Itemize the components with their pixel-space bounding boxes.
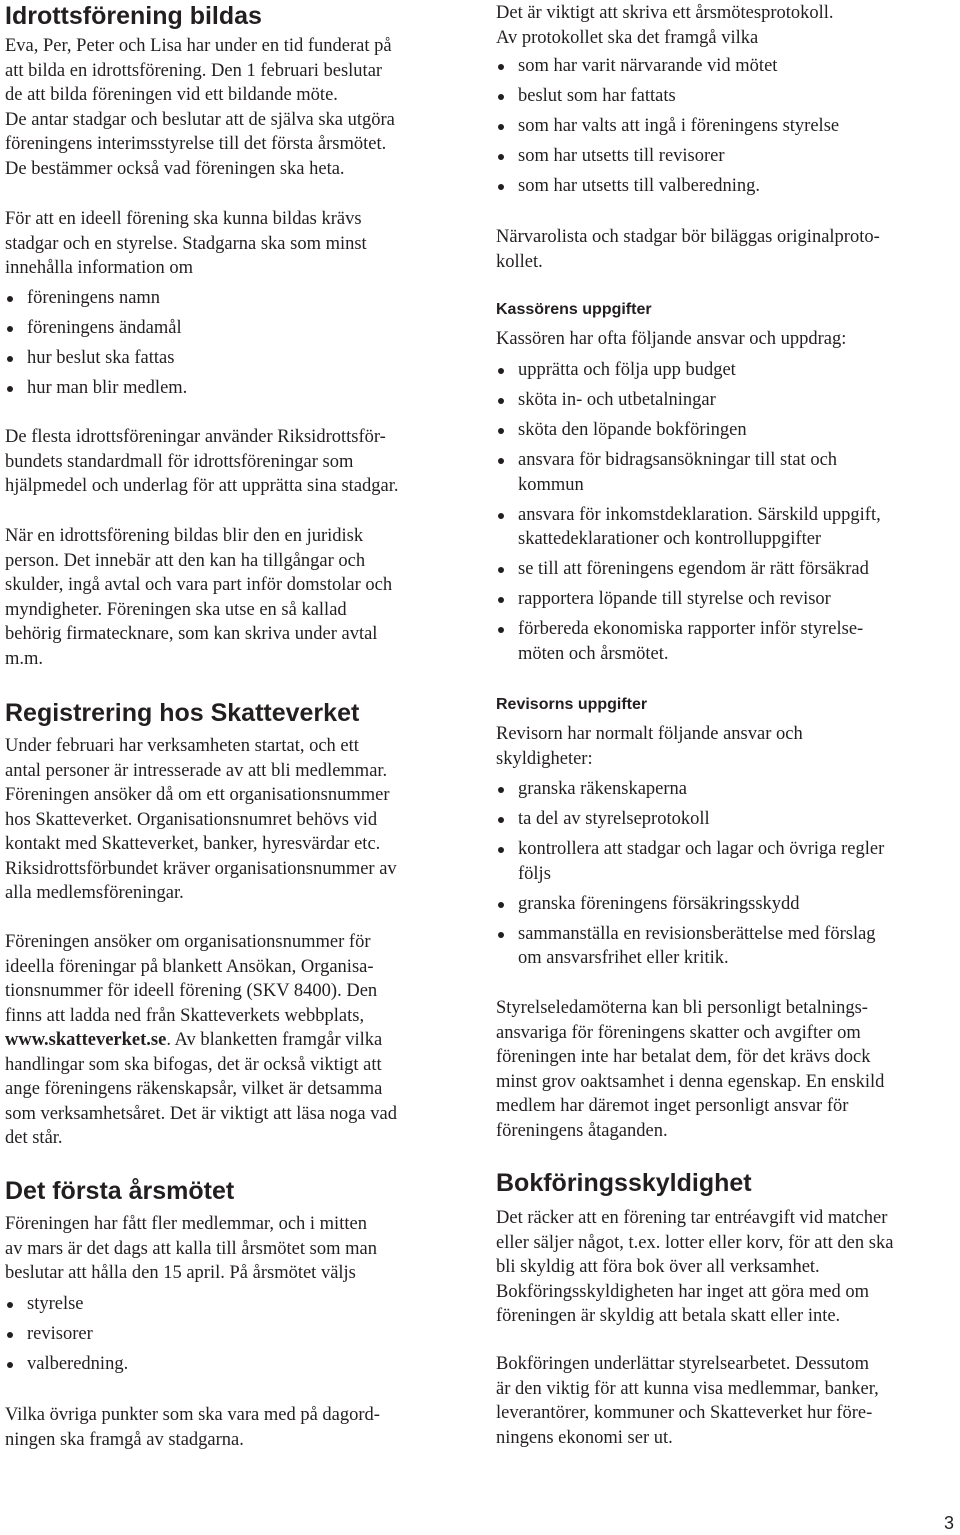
text-line: hos Skatteverket. Organisationsnumret behövs vid bbox=[5, 809, 378, 830]
paragraph-protokoll bbox=[496, 1, 834, 50]
list-item: som har valts att ingå i föreningens styrelse bbox=[496, 114, 839, 139]
text-line: leverantörer, kommuner och Skatteverket hur före- bbox=[496, 1403, 873, 1423]
text-line: möten och årsmötet. bbox=[518, 643, 669, 664]
text-line: alla medlemsföreningar. bbox=[5, 883, 184, 903]
list-item bbox=[496, 892, 884, 917]
list-item: revisorer bbox=[5, 1322, 128, 1347]
paragraph-bokforing-2 bbox=[496, 1352, 879, 1450]
text-span: . Av blanketten framgår vilka bbox=[166, 1030, 383, 1050]
text-line: ningens ekonomi ser ut. bbox=[496, 1427, 673, 1448]
text-line: antal personer är intresserade av att bli medlemmar. bbox=[5, 760, 388, 781]
text-line: granska föreningens försäkringsskydd bbox=[518, 893, 800, 914]
heading-revisorns-uppgifter: Revisorns uppgifter bbox=[496, 696, 648, 713]
text-line: behörig firmatecknare, som kan skriva under avtal bbox=[5, 624, 378, 644]
text-line: att bilda en idrottsförening. Den 1 februari beslutar bbox=[5, 60, 383, 81]
text-line: kommun bbox=[518, 474, 584, 495]
text-line: följs bbox=[518, 863, 551, 884]
text-line: skulder, ingå avtal och vara part inför domstolar och bbox=[5, 575, 393, 595]
text-line: sammanställa en revisionsberättelse med förslag bbox=[518, 923, 876, 944]
text-line: Det är viktigt att skriva ett årsmötesprotokoll. bbox=[496, 3, 834, 23]
heading-idrottsforening-bildas: Idrottsförening bildas bbox=[5, 2, 262, 30]
text-line: Bokföringsskyldigheten har inget att göra med om bbox=[496, 1281, 870, 1302]
paragraph-standardmall bbox=[5, 425, 399, 499]
text-line: De bestämmer också vad föreningen ska heta. bbox=[5, 158, 345, 179]
text-line: Under februari har verksamheten startat, och ett bbox=[5, 736, 359, 756]
text-line: Föreningen ansöker om organisationsnummer för bbox=[5, 932, 371, 952]
paragraph-intro bbox=[5, 34, 395, 181]
text-line: föreningen är skyldig att betala skatt eller inte. bbox=[496, 1306, 841, 1326]
list-item: hur beslut ska fattas bbox=[5, 346, 187, 371]
text-line: ningen ska framgå av stadgarna. bbox=[5, 1429, 244, 1450]
text-line: Riksidrottsförbundet kräver organisationsnummer av bbox=[5, 858, 397, 879]
text-line: kontakt med Skatteverket, banker, hyresvärdar etc. bbox=[5, 834, 381, 854]
paragraph-revisor-intro bbox=[496, 722, 803, 771]
text-line: Föreningen ansöker då om ett organisationsnummer bbox=[5, 785, 390, 805]
text-line: hjälpmedel och underlag för att upprätta sina stadgar. bbox=[5, 476, 399, 496]
text-line: föreningen inte har betalat dem, för det krävs dock bbox=[496, 1047, 871, 1067]
text-line: skyldigheter: bbox=[496, 748, 593, 769]
text-line: De flesta idrottsföreningar använder Riksidrottsför- bbox=[5, 427, 386, 447]
text-line: ansvara för inkomstdeklaration. Särskild uppgift, bbox=[518, 504, 881, 525]
text-line: skattedeklarationer och kontrolluppgifter bbox=[518, 529, 822, 549]
text-line: kontrollera att stadgar och lagar och övriga regler bbox=[518, 839, 885, 859]
text-line: sköta in- och utbetalningar bbox=[518, 390, 716, 410]
text-line bbox=[5, 1028, 397, 1053]
paragraph-betalningsansvar bbox=[496, 996, 884, 1143]
text-line: Av protokollet ska det framgå vilka bbox=[496, 27, 759, 48]
list-item bbox=[496, 557, 881, 582]
text-line: bundets standardmall för idrottsföreningar som bbox=[5, 451, 354, 472]
text-line: minst grov oaktsamhet i denna egenskap. En enskild bbox=[496, 1071, 885, 1092]
list-item bbox=[496, 807, 884, 832]
paragraph-bokforing-1 bbox=[496, 1206, 893, 1329]
text-line: ansvariga för föreningens skatter och avgifter om bbox=[496, 1022, 861, 1043]
skatteverket-link[interactable]: www.skatteverket.se bbox=[5, 1030, 167, 1050]
list-item: föreningens ändamål bbox=[5, 316, 187, 341]
text-line: föreningens interimsstyrelse till det första årsmötet. bbox=[5, 134, 387, 154]
text-line: medlem har däremot inget personligt ansvar för bbox=[496, 1096, 849, 1116]
text-line: om ansvarsfrihet eller kritik. bbox=[518, 948, 729, 968]
text-line: finns att ladda ned från Skatteverkets webbplats, bbox=[5, 1005, 365, 1026]
text-line: Styrelseledamöterna kan bli personligt betalnings- bbox=[496, 998, 868, 1018]
text-line: Föreningen har fått fler medlemmar, och i mitten bbox=[5, 1214, 367, 1234]
heading-registrering: Registrering hos Skatteverket bbox=[5, 699, 360, 727]
text-line: När en idrottsförening bildas blir den en juridisk bbox=[5, 526, 364, 546]
text-line: handlingar som ska bifogas, det är också viktigt att bbox=[5, 1054, 382, 1075]
text-line: som verksamhetsåret. Det är viktigt att läsa noga vad bbox=[5, 1103, 397, 1124]
heading-forsta-arsmotet: Det första årsmötet bbox=[5, 1177, 235, 1205]
text-line: person. Det innebär att den kan ha tillgångar och bbox=[5, 550, 366, 571]
paragraph-kassor-intro: Kassören har ofta följande ansvar och uppdrag: bbox=[496, 329, 847, 349]
text-line: granska räkenskaperna bbox=[518, 779, 687, 799]
text-line: rapportera löpande till styrelse och revisor bbox=[518, 589, 831, 609]
list-item bbox=[496, 922, 884, 971]
paragraph-juridisk-person bbox=[5, 524, 392, 671]
paragraph-blankett bbox=[5, 930, 397, 1151]
text-line: bli skyldig att föra bok över all verksamhet. bbox=[496, 1257, 820, 1277]
heading-kassorens-uppgifter: Kassörens uppgifter bbox=[496, 301, 652, 318]
text-line: se till att föreningens egendom är rätt försäkrad bbox=[518, 559, 869, 579]
list-item: beslut som har fattats bbox=[496, 84, 839, 109]
text-line: För att en ideell förening ska kunna bildas krävs bbox=[5, 209, 362, 229]
paragraph-registrering bbox=[5, 734, 397, 906]
paragraph-narvarolista bbox=[496, 225, 880, 274]
text-line: upprätta och följa upp budget bbox=[518, 360, 736, 380]
list-item: föreningens namn bbox=[5, 286, 187, 311]
bullet-list-protokoll bbox=[496, 54, 839, 199]
text-line: De antar stadgar och beslutar att de själva ska utgöra bbox=[5, 109, 395, 130]
bullet-list-kassor bbox=[496, 358, 881, 666]
bullet-list-valjs bbox=[5, 1292, 128, 1377]
text-line: sköta den löpande bokföringen bbox=[518, 420, 747, 440]
text-line: ange föreningens räkenskapsår, vilket är detsamma bbox=[5, 1079, 383, 1099]
text-line: kollet. bbox=[496, 251, 543, 272]
paragraph-dagordning bbox=[5, 1403, 380, 1452]
text-line: innehålla information om bbox=[5, 258, 194, 278]
text-line: förbereda ekonomiska rapporter inför styrelse- bbox=[518, 619, 864, 639]
list-item: hur man blir medlem. bbox=[5, 376, 187, 401]
paragraph-requirements bbox=[5, 207, 367, 281]
list-item bbox=[496, 837, 884, 886]
text-line: Det räcker att en förening tar entréavgift vid matcher bbox=[496, 1208, 888, 1228]
list-item: som har varit närvarande vid mötet bbox=[496, 54, 839, 79]
text-line: stadgar och en styrelse. Stadgarna ska som minst bbox=[5, 233, 367, 254]
text-line: de att bilda föreningen vid ett bildande möte. bbox=[5, 85, 338, 105]
bullet-list-revisor bbox=[496, 777, 884, 971]
text-line: beslutar att hålla den 15 april. På årsmötet väljs bbox=[5, 1263, 356, 1283]
text-line: Revisorn har normalt följande ansvar och bbox=[496, 724, 803, 744]
text-line: tionsnummer för ideell förening (SKV 8400). Den bbox=[5, 981, 378, 1001]
list-item bbox=[496, 617, 881, 666]
heading-bokforingsskyldighet: Bokföringsskyldighet bbox=[496, 1169, 752, 1197]
text-line: Vilka övriga punkter som ska vara med på dagord- bbox=[5, 1405, 380, 1425]
text-line: det står. bbox=[5, 1128, 63, 1148]
list-item bbox=[496, 777, 884, 802]
list-item bbox=[496, 448, 881, 497]
list-item: som har utsetts till revisorer bbox=[496, 144, 839, 169]
list-item bbox=[496, 418, 881, 443]
text-line: ideella föreningar på blankett Ansökan, Organisa- bbox=[5, 956, 374, 977]
list-item: som har utsetts till valberedning. bbox=[496, 174, 839, 199]
list-item bbox=[496, 388, 881, 413]
text-line: eller säljer något, t.ex. lotter eller korv, för att den ska bbox=[496, 1232, 894, 1253]
paragraph-arsmote bbox=[5, 1212, 377, 1286]
text-line: Närvarolista och stadgar bör biläggas originalproto- bbox=[496, 227, 880, 247]
page-number: 3 bbox=[944, 1513, 955, 1533]
text-line: av mars är det dags att kalla till årsmötet som man bbox=[5, 1238, 377, 1259]
list-item bbox=[496, 503, 881, 552]
text-line: ansvara för bidragsansökningar till stat och bbox=[518, 450, 838, 470]
bullet-list-stadgar bbox=[5, 286, 187, 401]
text-line: Bokföringen underlättar styrelsearbetet. Dessutom bbox=[496, 1354, 869, 1374]
list-item bbox=[496, 587, 881, 612]
list-item: valberedning. bbox=[5, 1352, 128, 1377]
text-line: Eva, Per, Peter och Lisa har under en tid funderat på bbox=[5, 36, 392, 56]
list-item bbox=[496, 358, 881, 383]
text-line: myndigheter. Föreningen ska utse en så kallad bbox=[5, 599, 347, 620]
text-line: ta del av styrelseprotokoll bbox=[518, 809, 710, 829]
text-line: m.m. bbox=[5, 648, 44, 669]
text-line: är den viktig för att kunna visa medlemmar, banker, bbox=[496, 1378, 879, 1399]
text-line: föreningens åtaganden. bbox=[496, 1120, 668, 1141]
list-item: styrelse bbox=[5, 1292, 128, 1317]
